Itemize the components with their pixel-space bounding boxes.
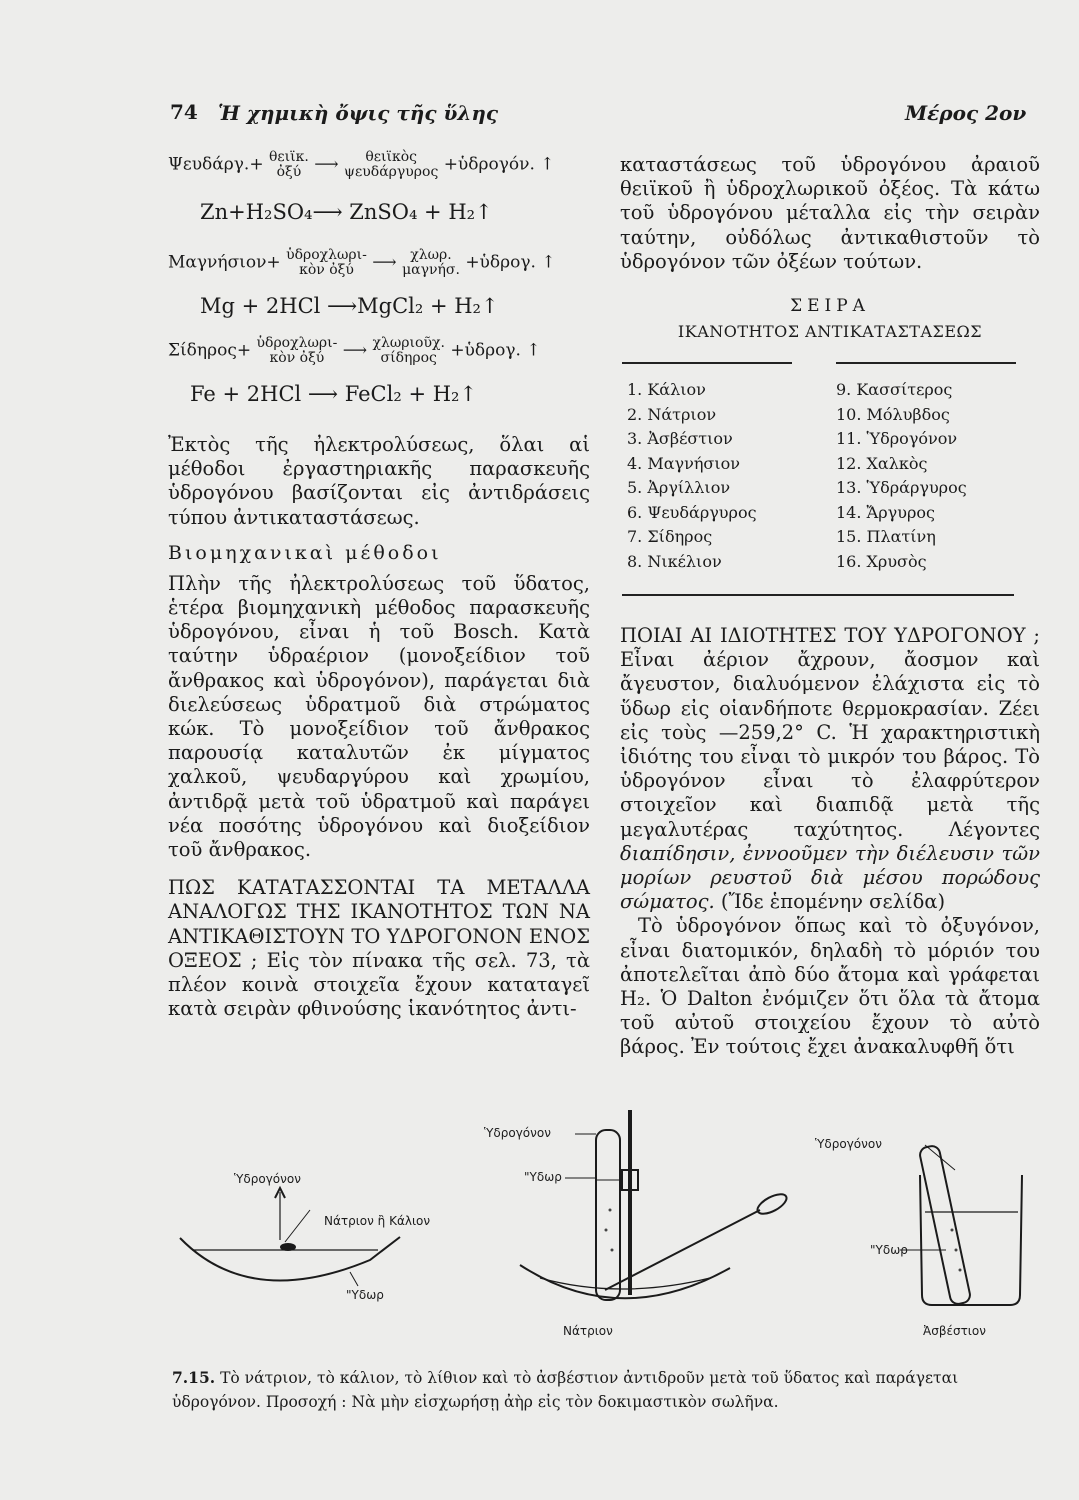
test-tube-middle: [596, 1130, 620, 1300]
reaction-1-formula: Zn+H₂SO₄⟶ ZnSO₄ + H₂↑: [200, 200, 493, 224]
caption-text: Τὸ νάτριον, τὸ κάλιον, τὸ λίθιον καὶ τὸ ἀσβέστιον ἀντιδροῦν μετὰ τοῦ ὕδατος καὶ παράγεται ὑδρογόνον. Προσοχή : Νὰ μὴν εἰσχωρήσῃ ἀὴρ εἰς τὸν δοκιμαστικὸν σωλῆνα.: [172, 1369, 959, 1411]
part-label: Μέρος 2ον: [905, 101, 1027, 125]
reaction-fraction: ὑδροχλωρι- κὸν ὀξύ: [256, 335, 338, 366]
right-column: [620, 153, 1040, 341]
fig-label-sodium-potassium: Νάτριον ἢ Κάλιον: [324, 1214, 431, 1228]
fig-label-sodium: Νάτριον: [563, 1324, 613, 1338]
beaker-right: [920, 1175, 1022, 1305]
series-item: 14. Ἄργυρος: [836, 502, 935, 522]
properties-section: [620, 624, 1040, 1060]
series-item: 3. Ἀσβέστιον: [627, 429, 733, 448]
fig-label-calcium: Ἀσβέστιον: [923, 1324, 986, 1338]
reaction-1-words: Ψευδάργ.+ θειϊκ. ὀξύ ⟶ θειϊκὸς ψευδάργυρος +ὑδρογόν. ↑: [168, 149, 555, 180]
question-text: Εἰς τὸν πίνακα τῆς σελ. 73, τὰ πλέον κοινὰ στοιχεῖα ἔχουν καταταγεῖ κατὰ σειρὰν φθινούσης ἱκανότητος ἀντι-: [168, 948, 591, 1021]
series-item: 7. Σίδηρος: [627, 527, 713, 546]
table-rule-bottom: [622, 594, 1014, 596]
caption-number: 7.15.: [172, 1368, 216, 1387]
section-heading: Βιομηχανικαὶ μέθοδοι: [168, 541, 442, 564]
series-item: 9. Κασσίτερος: [836, 380, 953, 399]
series-item: 8. Νικέλιον: [627, 551, 722, 571]
series-item: 5. Ἀργίλλιον: [627, 478, 731, 497]
properties-paragraph: ΠΟΙΑΙ ΑΙ ΙΔΙΟΤΗΤΕΣ ΤΟΥ ΥΔΡΟΓΟΝΟΥ ; Εἶναι ἀέριον ἄχρουν, ἄοσμον καὶ ἄγευστον, διαλυόμενον ἐλάχιστα εἰς τὸ ὕδωρ εἰς οἱανδήποτε θερμοκρασίαν. Ζέει εἰς τοὺς —259,2° C. Ἡ χαρακτηριστικὴ ἰδιότης του εἶναι τὸ μικρόν του βάρος. Τὸ ὑδρογόνον εἶναι τὸ ἐλαφρύτερον στοιχεῖον καὶ διαπιδᾷ μετὰ τῆς μεγαλυτέρας ταχύτητος. Λέγοντες διαπίδησιν, ἐννοοῦμεν τὴν διέλευσιν τῶν μορίων ρευστοῦ διὰ μέσου πορώδους σώματος. (Ἴδε ἑπομένην σελίδα): [620, 624, 1040, 914]
reaction-fraction: ὑδροχλωρι- κὸν ὀξύ: [286, 247, 367, 278]
reaction-fraction: θειϊκὸς ψευδάργυρος: [344, 149, 439, 180]
reaction-fraction: θειϊκ. ὀξύ: [268, 149, 309, 180]
test-tube-right: [919, 1145, 972, 1306]
reaction-2-words: Μαγνήσιον+ ὑδροχλωρι- κὸν ὀξύ ⟶ χλωρ. μαγνήσ. +ὑδρογ. ↑: [168, 247, 556, 278]
series-item: 11. Ὑδρογόνον: [836, 429, 958, 448]
intro-paragraph: Ἐκτὸς τῆς ἠλεκτρολύσεως, ὅλαι αἱ μέθοδοι ἐργαστηριακῆς παρασκευῆς ὑδρογόνου βασίζονται εἰς ἀντιδράσεις τύπου ἀντικαταστάσεως.: [168, 433, 590, 529]
reaction-3-words: Σίδηρος+ ὑδροχλωρι- κὸν ὀξύ ⟶ χλωριοῦχ. σίδηρος +ὑδρογ. ↑: [168, 335, 541, 366]
bosch-paragraph: Πλὴν τῆς ἠλεκτρολύσεως τοῦ ὕδατος, ἑτέρα βιομηχανικὴ μέθοδος παρασκευῆς ὑδρογόνου, εἶναι ἡ τοῦ Bosch. Κατὰ ταύτην ὑδραέριον (μονοξείδιον τοῦ ἄνθρακος καὶ ὑδρογόνον), παράγεται διὰ διελεύσεως ὑδρατμοῦ διὰ στρώματος κώκ. Τὸ μονοξείδιον τοῦ ἄνθρακος παρουσίᾳ καταλυτῶν ἐκ μίγματος χαλκοῦ, ψευδαργύρου καὶ χρωμίου, ἀντιδρᾷ μετὰ τοῦ ὑδρατμοῦ καὶ παράγει νέα ποσότης ὑδρογόνου καὶ διοξείδιον τοῦ ἄνθρακος.: [168, 571, 590, 862]
question-heading: ΠΩΣ ΚΑΤΑΤΑΣΣΟΝΤΑΙ ΤΑ ΜΕΤΑΛΛΑ ΑΝΑΛΟΓΩΣ ΤΗΣ ΙΚΑΝΟΤΗΤΟΣ ΤΩΝ ΝΑ ΑΝΤΙΚΑΘΙΣΤΟΥΝ ΤΟ ΥΔΡΟΓΟΝΟΝ ΕΝΟΣ ΟΞΕΟΣ ;: [168, 876, 590, 972]
series-title: ΣΕΙΡΑ: [790, 296, 870, 317]
spoon-bulb: [755, 1190, 790, 1217]
fig-label-hydrogen-2: Ὑδρογόνον: [484, 1126, 551, 1140]
reaction-3-formula: Fe + 2HCl ⟶ FeCl₂ + H₂↑: [190, 382, 478, 406]
series-item: 2. Νάτριον: [627, 404, 717, 424]
left-column: [168, 433, 590, 1021]
fig-label-water-3: "Υδωρ: [870, 1243, 908, 1257]
metal-piece: [281, 1244, 295, 1250]
diatomic-paragraph: Τὸ ὑδρογόνον ὅπως καὶ τὸ ὀξυγόνον, εἶναι διατομικόν, δηλαδὴ τὸ μόριόν του ἀποτελεῖται ἀπὸ δύο ἄτομα καὶ γράφεται H₂. Ὁ Dalton ἐνόμιζεν ὅτι ὅλα τὰ ἄτομα τοῦ αὐτοῦ στοιχείου ἔχουν τὸ αὐτὸ βάρος. Ἐν τούτοις ἔχει ἀνακαλυφθῆ ὅτι: [620, 914, 1040, 1059]
series-list-left: [627, 378, 757, 574]
series-item: 10. Μόλυβδος: [836, 404, 950, 424]
figure-caption: [172, 1366, 1007, 1414]
dish-middle: [520, 1265, 730, 1298]
fig-label-hydrogen-1: Ὑδρογόνον: [234, 1172, 301, 1186]
table-rule: [836, 362, 1016, 364]
book-title: Ἡ χημικὴ ὄψις τῆς ὕλης: [218, 101, 499, 125]
series-item: 15. Πλατίνη: [836, 527, 936, 546]
series-item: 6. Ψευδάργυρος: [627, 502, 757, 522]
properties-heading: ΠΟΙΑΙ ΑΙ ΙΔΙΟΤΗΤΕΣ ΤΟΥ ΥΔΡΟΓΟΝΟΥ ;: [620, 624, 1040, 647]
question-paragraph: [168, 876, 590, 1021]
reaction-2-formula: Mg + 2HCl ⟶MgCl₂ + H₂↑: [200, 294, 499, 318]
series-item: 16. Χρυσὸς: [836, 551, 927, 571]
table-rule: [622, 362, 792, 364]
reaction-fraction: χλωριοῦχ. σίδηρος: [372, 335, 445, 366]
fig-label-water-2: "Υδωρ: [524, 1170, 562, 1184]
series-list-right: [836, 378, 967, 574]
series-item: 12. Χαλκὸς: [836, 453, 928, 473]
series-item: 1. Κάλιον: [627, 380, 706, 399]
page-number: 74: [170, 100, 198, 124]
series-item: 13. Ὑδράργυρος: [836, 478, 967, 497]
figure-illustration: [160, 1100, 1040, 1350]
series-subtitle: ΙΚΑΝΟΤΗΤΟΣ ΑΝΤΙΚΑΤΑΣΤΑΣΕΩΣ: [677, 322, 983, 342]
series-item: 4. Μαγνήσιον: [627, 453, 740, 473]
fig-label-water-1: "Υδωρ: [346, 1288, 384, 1302]
continuation-paragraph: καταστάσεως τοῦ ὑδρογόνου ἀραιοῦ θειϊκοῦ ἢ ὑδροχλωρικοῦ ὀξέος. Τὰ κάτω τοῦ ὑδρογόνου μέταλλα εἰς τὴν σειρὰν ταύτην, οὐδόλως ἀντικαθιστοῦν τὸ ὑδρογόνον τῶν ὀξέων τούτων.: [620, 153, 1040, 273]
fig-label-hydrogen-3: Ὑδρογόνον: [815, 1137, 882, 1151]
reaction-fraction: χλωρ. μαγνήσ.: [402, 247, 460, 278]
